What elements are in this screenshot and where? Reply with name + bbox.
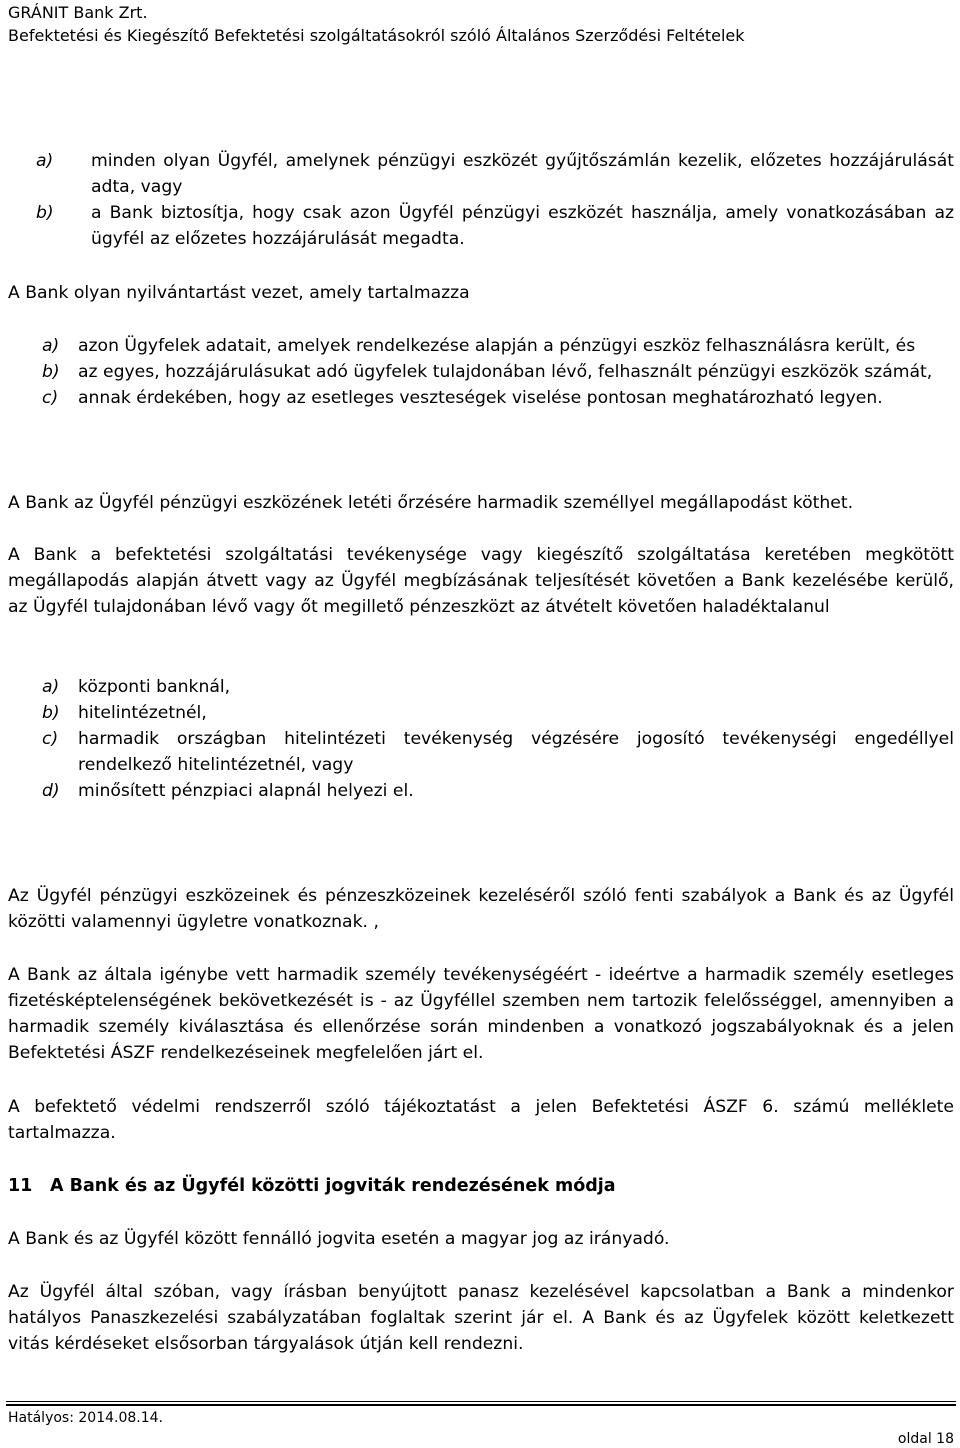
records-list xyxy=(8,333,954,411)
list-item-label: c) xyxy=(42,388,59,408)
footer-effective-date: Hatályos: 2014.08.14. xyxy=(8,1410,163,1426)
consent-list xyxy=(8,148,954,252)
list-item-text: a Bank biztosítja, hogy csak azon Ügyfél pénzügyi eszközét használja, amely vonatkozásában az ügyfél az előzetes hozzájárulását megadta. xyxy=(91,203,954,249)
list-item-text: harmadik országban hitelintézeti tevékenység végzésére jogosító tevékenységi engedéllyel rendelkező hitelintézetnél, vagy xyxy=(78,729,954,775)
list-item-label: a) xyxy=(36,151,54,171)
list-item-label: d) xyxy=(42,781,60,801)
footer-page-number: oldal 18 xyxy=(897,1431,954,1447)
list-item-text: azon Ügyfelek adatait, amelyek rendelkezése alapján a pénzügyi eszköz felhasználásra került, és xyxy=(78,336,916,356)
list-item-label: a) xyxy=(42,336,60,356)
list-item xyxy=(8,385,954,411)
section-title: A Bank és az Ügyfél közötti jogviták rendezésének módja xyxy=(50,1176,616,1196)
custody-paragraph: A Bank az Ügyfél pénzügyi eszközének letéti őrzésére harmadik személlyel megállapodást köthet. xyxy=(8,493,854,513)
section-heading xyxy=(8,1173,616,1199)
list-item-text: annak érdekében, hogy az esetleges veszteségek viselése pontosan meghatározható legyen. xyxy=(78,388,883,408)
list-item xyxy=(8,333,954,359)
list-item xyxy=(8,674,954,700)
section-number: 11 xyxy=(8,1176,33,1196)
list-item-text: minden olyan Ügyfél, amelynek pénzügyi eszközét gyűjtőszámlán kezelik, előzetes hozzájárulását adta, vagy xyxy=(91,151,954,197)
list-item-label: b) xyxy=(36,203,54,223)
list-item-text: hitelintézetnél, xyxy=(78,703,207,723)
list-item-label: a) xyxy=(42,677,60,697)
governing-law-paragraph: A Bank és az Ügyfél között fennálló jogvita esetén a magyar jog az irányadó. xyxy=(8,1229,670,1249)
list-item xyxy=(8,200,954,252)
list-item-text: minősített pénzpiaci alapnál helyezi el. xyxy=(78,781,414,801)
list-item xyxy=(8,359,954,385)
records-intro-paragraph: A Bank olyan nyilvántartást vezet, amely tartalmazza xyxy=(8,283,470,303)
investor-protection-paragraph: A befektető védelmi rendszerről szóló tájékoztatást a jelen Befektetési ÁSZF 6. számú melléklete tartalmazza. xyxy=(8,1097,954,1143)
list-item-label: c) xyxy=(42,729,59,749)
list-item-label: b) xyxy=(42,703,60,723)
list-item-label: b) xyxy=(42,362,60,382)
list-item xyxy=(8,778,954,804)
deposit-places-list xyxy=(8,674,954,804)
complaints-paragraph: Az Ügyfél által szóban, vagy írásban benyújtott panasz kezelésével kapcsolatban a Bank a mindenkor hatályos Panaszkezelési szabályzatában foglaltak szerint jár el. A Bank és az Ügyfelek között keletkezett vitás kérdéseket elsősorban tárgyalások útján kell rendezni. xyxy=(8,1282,954,1354)
list-item xyxy=(8,726,954,778)
rules-apply-paragraph: Az Ügyfél pénzügyi eszközeinek és pénzeszközeinek kezeléséről szóló fenti szabályok a Bank és az Ügyfél közötti valamennyi ügyletre vonatkoznak. , xyxy=(8,886,954,932)
header-document-title: Befektetési és Kiegészítő Befektetési szolgáltatásokról szóló Általános Szerződési Feltételek xyxy=(8,26,745,45)
list-item xyxy=(8,700,954,726)
funds-paragraph: A Bank a befektetési szolgáltatási tevékenysége vagy kiegészítő szolgáltatása keretében megkötött megállapodás alapján átvett vagy az Ügyfél megbízásának teljesítését követően a Bank kezelésébe kerülő, az Ügyfél tulajdonában lévő vagy őt megillető pénzeszközt az átvételt követően haladéktalanul xyxy=(8,545,954,617)
list-item-text: az egyes, hozzájárulásukat adó ügyfelek tulajdonában lévő, felhasznált pénzügyi eszközök számát, xyxy=(78,362,933,382)
header-company: GRÁNIT Bank Zrt. xyxy=(8,3,148,22)
footer-divider xyxy=(6,1401,956,1406)
list-item-text: központi banknál, xyxy=(78,677,231,697)
third-party-paragraph: A Bank az általa igénybe vett harmadik személy tevékenységéért - ideértve a harmadik személy esetleges fizetésképtelenségének bekövetkezését is - az Ügyféllel szemben nem tartozik felelősséggel, amennyiben a harmadik személy kiválasztása és ellenőrzése során mindenben a vonatkozó jogszabályoknak és a jelen Befektetési ÁSZF rendelkezéseinek megfelelően járt el. xyxy=(8,965,954,1063)
list-item xyxy=(8,148,954,200)
